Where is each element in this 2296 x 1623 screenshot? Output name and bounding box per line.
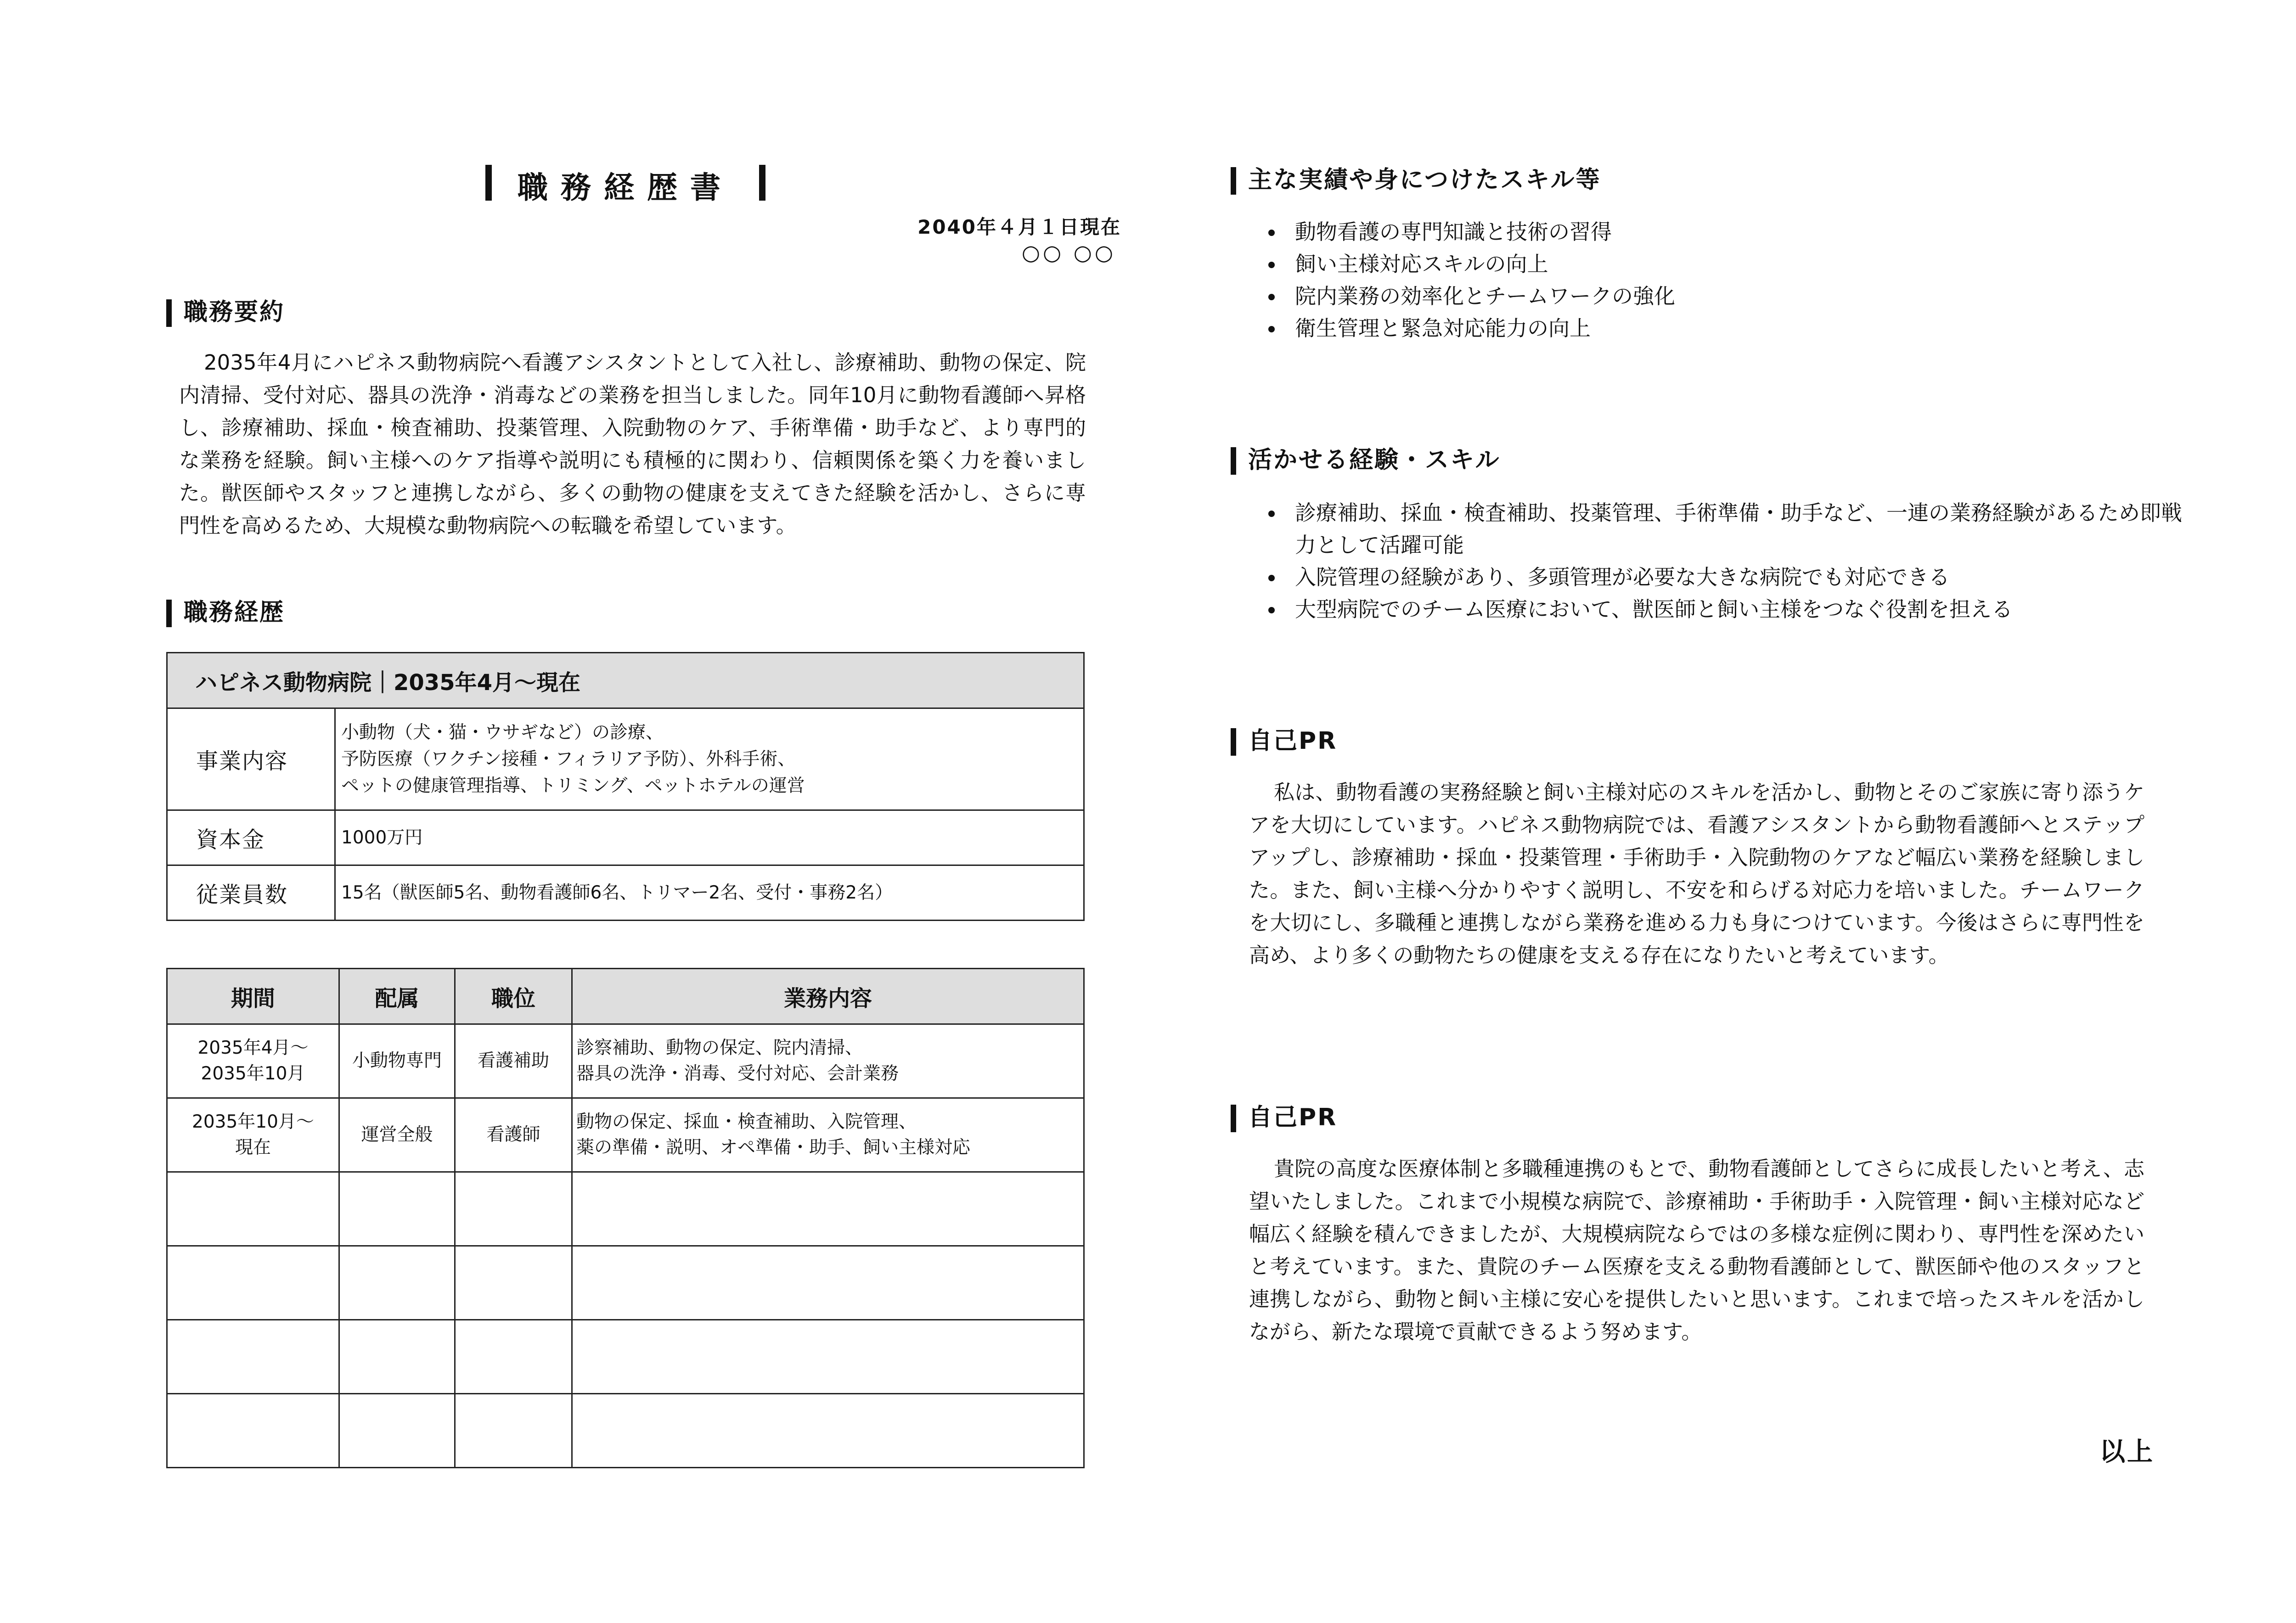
duties-line: 動物の保定、採血・検査補助、入院管理、: [576, 1112, 917, 1132]
info-line: 小動物（犬・猫・ウサギなど）の診療、: [341, 722, 664, 743]
document-title: 職務経歴書: [485, 163, 765, 207]
table-row: [167, 1024, 1084, 1098]
info-value: [335, 708, 1084, 810]
info-line: 予防医療（ワクチン接種・フィラリア予防）、外科手術、: [341, 748, 796, 769]
period-line: 現在: [235, 1137, 271, 1158]
pr-text: 私は、動物看護の実務経験と飼い主様対応のスキルを活かし、動物とそのご家族に寄り添うケアを大切にしています。ハピネス動物病院では、看護アシスタントから動物看護師へとステップアップし、診療補助・採血・投薬管理・手術助手・入院動物のケアなど幅広い業務を経験しました。また、飼い主様へ分かりやすく説明し、不安を和らげる対応力を培いました。チームワークを大切にし、多職種と連携しながら業務を進める力も身につけています。今後はさらに専門性を高め、より多くの動物たちの健康を支える存在になりたいと考えています。: [1249, 780, 2144, 967]
info-value: [335, 865, 1084, 921]
list-item: 飼い主様対応スキルの向上: [1295, 248, 1675, 280]
period-cell: [167, 1098, 339, 1172]
duties-cell: [572, 1098, 1084, 1172]
info-row-capital: [167, 810, 1084, 865]
empty-row: [167, 1246, 1084, 1320]
duties-line: 器具の洗浄・消毒、受付対応、会計業務: [576, 1063, 899, 1084]
period-line: 2035年4月〜: [197, 1038, 309, 1058]
col-period: 期間: [167, 969, 339, 1024]
list-item: 診療補助、採血・検査補助、投薬管理、手術準備・助手など、一連の業務経験があるため即戦力として活躍可能: [1295, 497, 2190, 561]
col-position: 職位: [455, 969, 572, 1024]
achievements-list: [1249, 216, 1675, 344]
period-line: 2035年10月〜: [192, 1112, 314, 1132]
info-label: 資本金: [167, 810, 335, 865]
position-cell: 看護師: [455, 1098, 572, 1172]
list-item: 大型病院でのチーム医療において、獣医師と飼い主様をつなぐ役割を担える: [1295, 593, 2190, 625]
applicant-name: ○○ ○○: [1021, 240, 1116, 265]
col-duties: 業務内容: [572, 969, 1084, 1024]
motivation-heading: 自己PR: [1231, 1103, 1337, 1132]
document-date: 2040年４月１日現在: [917, 216, 1121, 238]
title-block: [166, 163, 1085, 207]
skills-list: [1249, 497, 2190, 625]
summary-text: 2035年4月にハピネス動物病院へ看護アシスタントとして入社し、診療補助、動物の保定、院内清掃、受付対応、器具の洗浄・消毒などの業務を担当しました。同年10月に動物看護師へ昇格し、診療補助、採血・検査補助、投薬管理、入院動物のケア、手術準備・助手など、より専門的な業務を経験。飼い主様へのケア指導や説明にも積極的に関わり、信頼関係を築く力を養いました。獣医師やスタッフと連携しながら、多くの動物の健康を支えてきた経験を活かし、さらに専門性を高めるため、大規模な動物病院への転職を希望しています。: [179, 350, 1086, 538]
closing-mark: 以上: [2099, 1437, 2155, 1467]
info-line: ペットの健康管理指導、トリミング、ペットホテルの運営: [341, 775, 805, 796]
list-item: 入院管理の経験があり、多頭管理が必要な大きな病院でも対応できる: [1295, 561, 2190, 593]
history-header-row: [167, 969, 1084, 1024]
company-name: ハピネス動物病院｜2035年4月〜現在: [167, 653, 1084, 708]
info-label: 事業内容: [167, 708, 335, 810]
list-item: 院内業務の効率化とチームワークの強化: [1295, 280, 1675, 312]
work-history-table: [166, 968, 1085, 1468]
dept-cell: 運営全般: [339, 1098, 455, 1172]
company-header-row: [167, 653, 1084, 708]
info-line: 15名（獣医師5名、動物看護師6名、トリマー2名、受付・事務2名）: [341, 882, 893, 903]
info-row-employees: [167, 865, 1084, 921]
info-row-business: [167, 708, 1084, 810]
dept-cell: 小動物専門: [339, 1024, 455, 1098]
history-heading: 職務経歴: [166, 598, 285, 627]
empty-row: [167, 1172, 1084, 1246]
info-line: 1000万円: [341, 827, 423, 848]
table-row: [167, 1098, 1084, 1172]
list-item: 動物看護の専門知識と技術の習得: [1295, 216, 1675, 248]
empty-row: [167, 1320, 1084, 1394]
company-info-table: [166, 652, 1085, 921]
duties-line: 診察補助、動物の保定、院内清掃、: [576, 1038, 863, 1058]
pr-heading: 自己PR: [1231, 726, 1337, 756]
summary-heading: 職務要約: [166, 298, 285, 327]
motivation-text: 貴院の高度な医療体制と多職種連携のもとで、動物看護師としてさらに成長したいと考え、志望いたしました。これまで小規模な病院で、診療補助・手術助手・入院管理・飼い主様対応など幅広く経験を積んできましたが、大規模病院ならではの多様な症例に関わり、専門性を深めたいと考えています。また、貴院のチーム医療を支える動物看護師として、獣医師や他のスタッフと連携しながら、動物と飼い主様に安心を提供したいと思います。これまで培ったスキルを活かしながら、新たな環境で貢献できるよう努めます。: [1249, 1157, 2144, 1344]
period-line: 2035年10月: [201, 1063, 305, 1084]
list-item: 衛生管理と緊急対応能力の向上: [1295, 312, 1675, 344]
duties-line: 薬の準備・説明、オペ準備・助手、飼い主様対応: [576, 1137, 971, 1158]
skills-heading: 活かせる経験・スキル: [1231, 445, 1500, 475]
empty-row: [167, 1394, 1084, 1468]
info-label: 従業員数: [167, 865, 335, 921]
period-cell: [167, 1024, 339, 1098]
col-dept: 配属: [339, 969, 455, 1024]
achievements-heading: 主な実績や身につけたスキル等: [1231, 165, 1601, 195]
info-value: [335, 810, 1084, 865]
duties-cell: [572, 1024, 1084, 1098]
position-cell: 看護補助: [455, 1024, 572, 1098]
